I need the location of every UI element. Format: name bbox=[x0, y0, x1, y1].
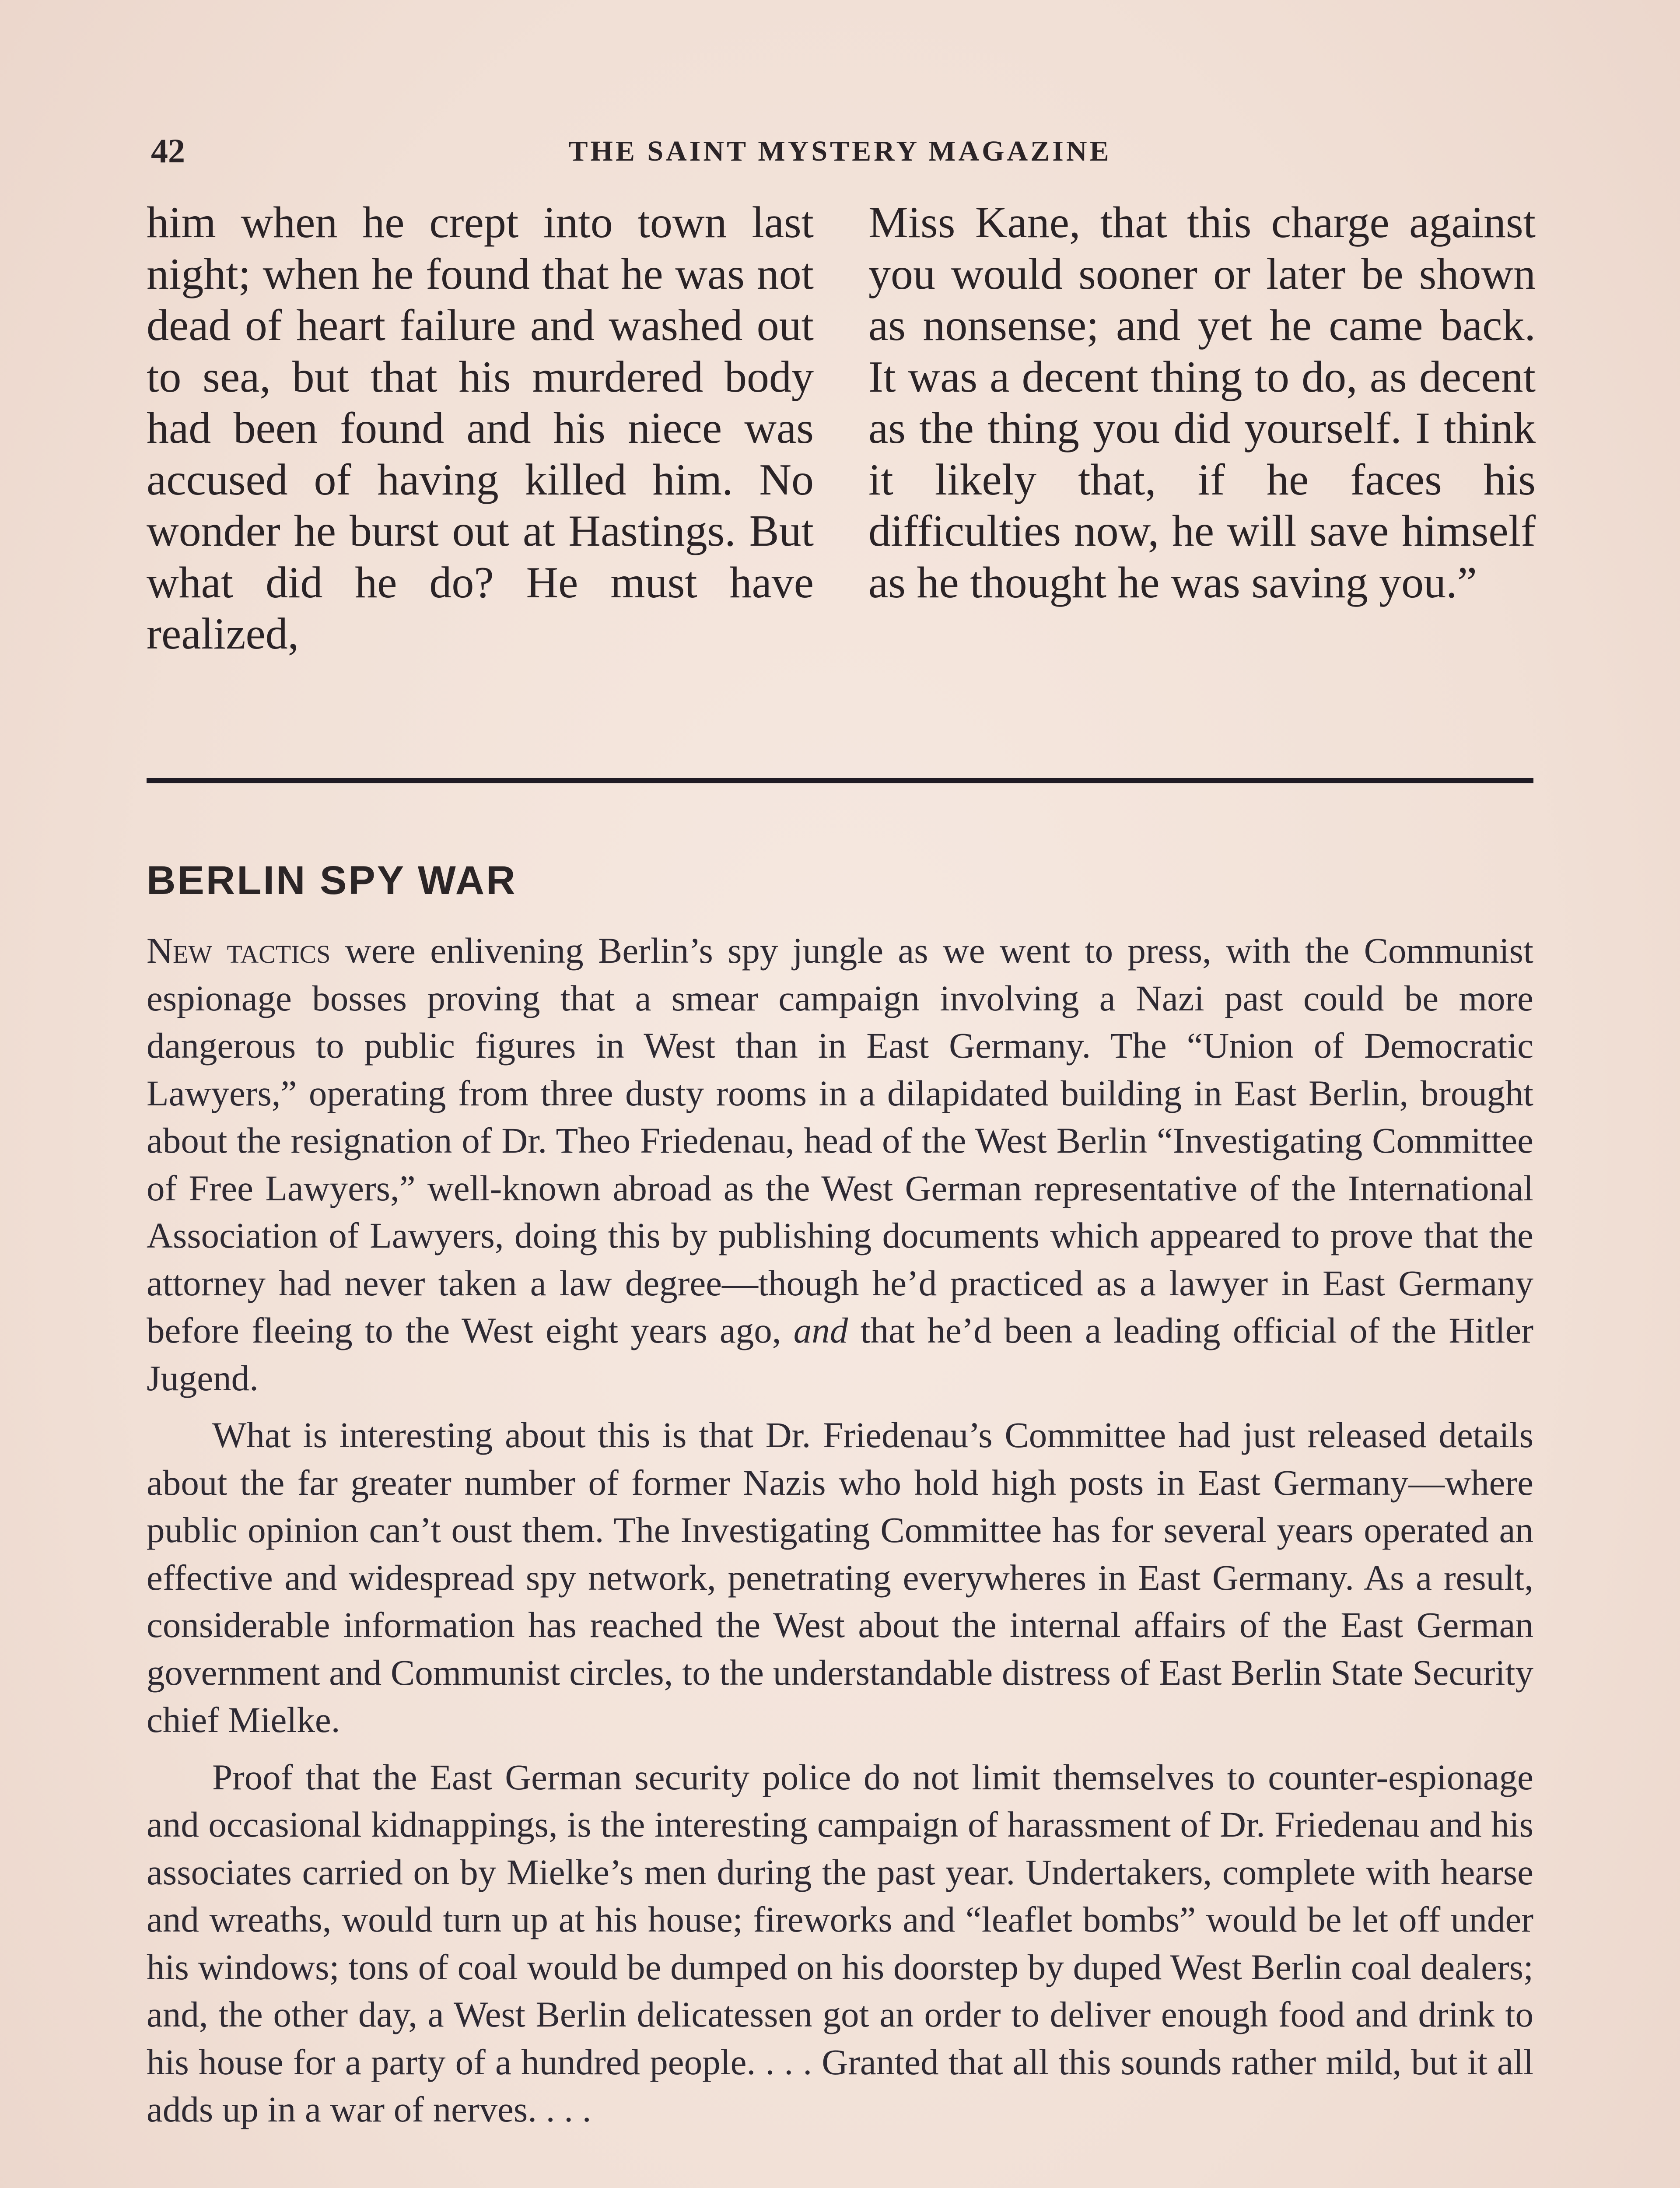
paragraph-1-text-a: were enlivening Berlin’s spy jungle as we went to press, with the Communist espionage bosses proving that a smear campaign involving a Nazi past could be more dangerous to public figures in West than in East Germany. The “Union of Democratic Lawyers,” operating from three dusty rooms in a dilapidated building in East Berlin, brought about the resignation of Dr. Theo Friedenau, head of the West Berlin “Investigating Committee of Free Lawyers,” well-known abroad as the West German representative of the International Association of Lawyers, doing this by publishing documents which appeared to prove that the attorney had never taken a law degree—though he’d practiced as a lawyer in East Germany before fleeing to the West eight years ago, bbox=[147, 930, 1533, 1350]
paragraph-lead-words: New tactics bbox=[147, 930, 331, 971]
page-number: 42 bbox=[151, 132, 185, 170]
section-divider bbox=[147, 778, 1533, 783]
article-paragraph-3: Proof that the East German security police do not limit themselves to counter-espionage and occasional kidnappings, is the interesting campaign of harassment of Dr. Friedenau and his associates carried on by Mielke’s men during the past year. Undertakers, complete with hearse and wreaths, would turn up at his house; fireworks and “leaflet bombs” would be let off under his windows; tons of coal would be dumped on his doorstep by duped West Berlin coal dealers; and, the other day, a West Berlin delicatessen got an order to deliver enough food and drink to his house for a party of a hundred people. . . . Granted that all this sounds rather mild, but it all adds up in a war of nerves. . . . bbox=[147, 1757, 1533, 2129]
running-title: THE SAINT MYSTERY MAGAZINE bbox=[568, 135, 1112, 167]
story-ending-columns bbox=[147, 197, 1536, 670]
article-paragraph-2: What is interesting about this is that Dr. Friedenau’s Committee had just released details about the far greater number of former Nazis who hold high posts in East Germany—where public opinion can’t oust them. The Investigating Committee has for several years operated an effective and widespread spy network, penetrating everywheres in East Germany. As a result, considerable information has reached the West about the internal affairs of the East German government and Communist circles, to the understandable distress of East Berlin State Security chief Mielke. bbox=[147, 1415, 1533, 1740]
paragraph-1-italic: and bbox=[793, 1310, 848, 1350]
story-left-column: him when he crept into town last night; when he found that he was not dead of heart failure and washed out to sea, but that his murdered body had been found and his niece was accused of having killed him. No wonder he burst out at Hastings. But what did he do? He must have realized, bbox=[147, 198, 814, 659]
story-right-column: Miss Kane, that this charge against you would sooner or later be shown as nonsense; and yet he came back. It was a decent thing to do, as decent as the thing you did yourself. I think it likely that, if he faces his difficulties now, he will save himself as he thought he was saving you.” bbox=[868, 198, 1536, 607]
article-berlin-spy-war bbox=[147, 858, 1533, 2143]
article-title: BERLIN SPY WAR bbox=[147, 858, 517, 903]
article-paragraph-1 bbox=[147, 927, 1533, 1402]
page-header bbox=[147, 131, 1533, 175]
paragraph-1-text-b: that he’d been a leading official of the Hitler Jugend. bbox=[147, 1310, 1533, 1398]
